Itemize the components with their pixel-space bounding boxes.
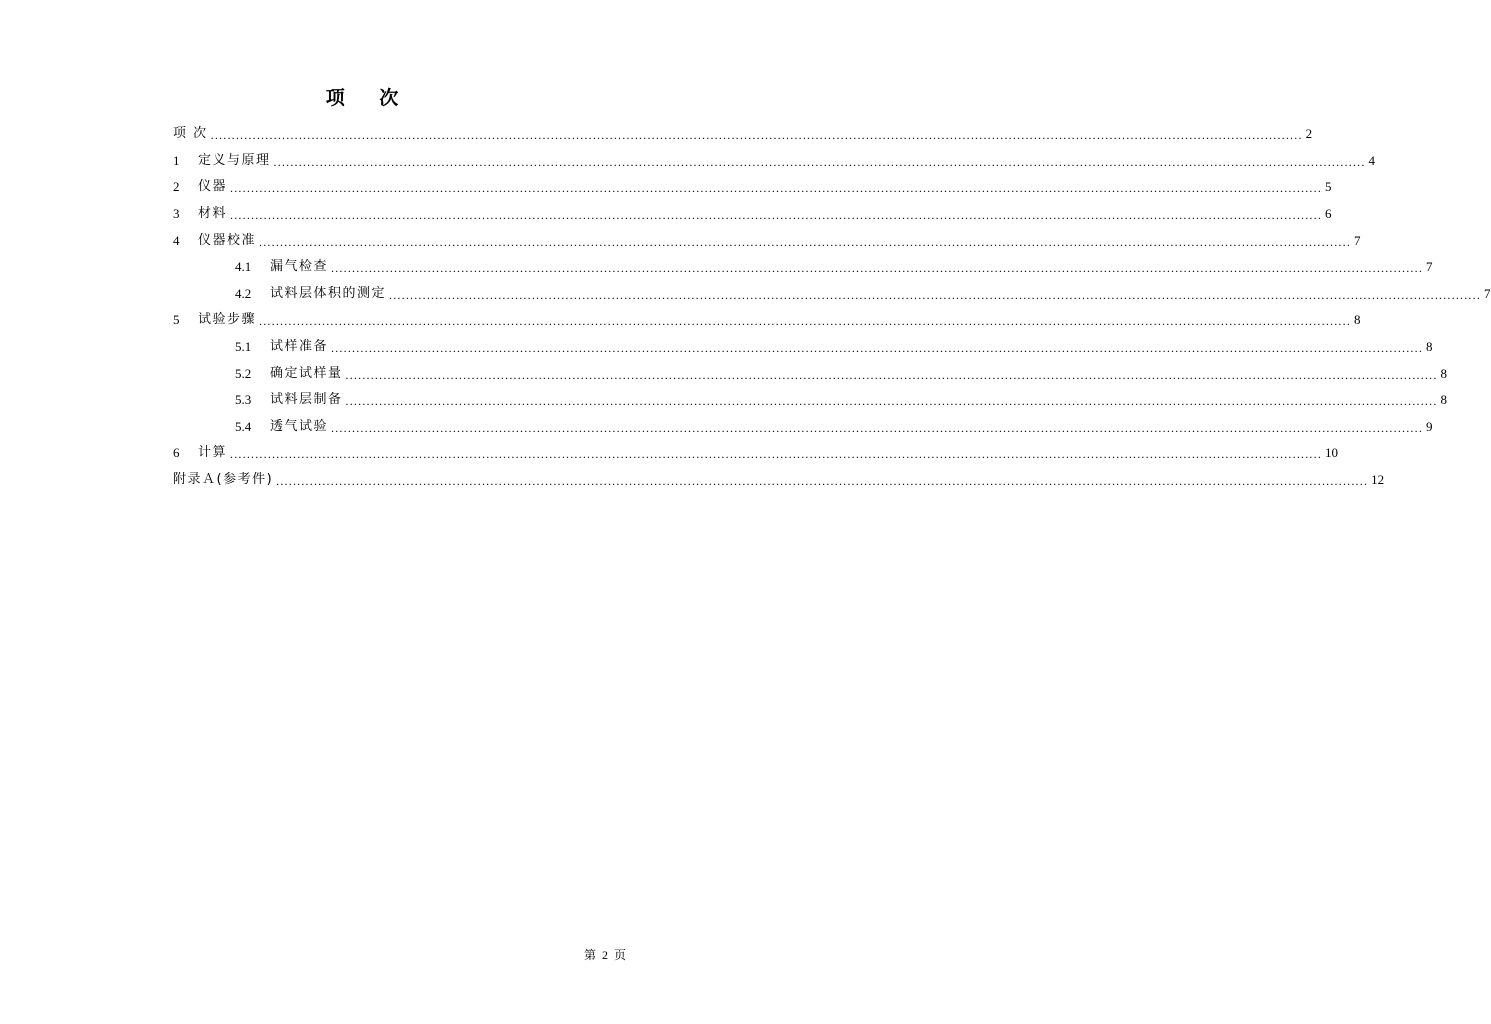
toc-dot-leader: ....................................................................................................................................................................................................................................................................	[210, 128, 1303, 143]
toc-entry-label: 仪器	[198, 179, 228, 195]
toc-entry-number: 4.2	[235, 285, 252, 301]
toc-dot-leader: ....................................................................................................................................................................................................................................................................	[345, 367, 1438, 382]
page-footer	[584, 947, 626, 963]
toc-entry-label: 试验步骤	[198, 312, 257, 328]
toc-subentry[interactable]	[173, 281, 1491, 308]
toc-entry-page: 7	[1484, 285, 1491, 301]
table-of-contents	[173, 121, 1491, 493]
toc-entry-page: 2	[1305, 126, 1313, 142]
toc-entry-number: 4.1	[235, 259, 252, 275]
toc-entry-page: 12	[1371, 472, 1385, 488]
toc-entry-page: 4	[1368, 152, 1376, 168]
toc-entry-page: 6	[1325, 206, 1332, 222]
toc-entry-number: 6	[173, 445, 180, 461]
toc-entry-label: 试样准备	[270, 339, 329, 355]
toc-title: 项 次	[325, 87, 413, 109]
toc-dot-leader: ....................................................................................................................................................................................................................................................................	[230, 181, 1323, 196]
toc-entry-label: 试料层体积的测定	[270, 285, 387, 301]
toc-entry-label: 计算	[198, 445, 228, 461]
toc-dot-leader: ....................................................................................................................................................................................................................................................................	[345, 394, 1438, 409]
toc-entry-number: 5.1	[235, 339, 252, 355]
toc-dot-leader: ....................................................................................................................................................................................................................................................................	[230, 208, 1323, 223]
toc-entry-number: 5.2	[235, 365, 252, 381]
toc-dot-leader: ....................................................................................................................................................................................................................................................................	[273, 154, 1366, 169]
toc-dot-leader: ....................................................................................................................................................................................................................................................................	[331, 261, 1424, 276]
toc-entry-page: 8	[1426, 339, 1433, 355]
toc-entry-label: 漏气检查	[270, 259, 329, 275]
toc-entry-number: 2	[173, 179, 180, 195]
toc-entry[interactable]	[173, 307, 1361, 334]
toc-subentry[interactable]	[173, 360, 1448, 387]
toc-entry-page: 10	[1325, 445, 1339, 461]
toc-entry-label: 仪器校准	[198, 232, 257, 248]
toc-entry[interactable]	[173, 174, 1332, 201]
toc-entry-page: 5	[1325, 179, 1332, 195]
footer-page-number: 2	[602, 948, 609, 962]
toc-entry-number: 5.4	[235, 418, 252, 434]
toc-entry-label: 确定试样量	[270, 365, 343, 381]
toc-dot-leader: ....................................................................................................................................................................................................................................................................	[389, 287, 1482, 302]
toc-dot-leader: ....................................................................................................................................................................................................................................................................	[259, 234, 1352, 249]
toc-entry-page: 8	[1440, 392, 1448, 408]
toc-entry[interactable]	[173, 201, 1332, 228]
toc-entry-number: 3	[173, 206, 180, 222]
toc-subentry[interactable]	[173, 414, 1433, 441]
toc-entry-page: 7	[1426, 259, 1433, 275]
toc-subentry[interactable]	[173, 254, 1433, 281]
toc-dot-leader: ....................................................................................................................................................................................................................................................................	[331, 341, 1424, 356]
footer-suffix: 页	[614, 948, 627, 962]
toc-subentry[interactable]	[173, 387, 1448, 414]
toc-entry[interactable]	[173, 121, 1313, 148]
toc-entry-page: 8	[1440, 365, 1448, 381]
toc-entry-number: 1	[173, 152, 180, 168]
toc-entry-number: 4	[173, 232, 180, 248]
toc-dot-leader: ....................................................................................................................................................................................................................................................................	[230, 447, 1323, 462]
toc-entry-number: 5.3	[235, 392, 252, 408]
toc-entry-label: 材料	[198, 206, 228, 222]
toc-entry-page: 7	[1354, 232, 1361, 248]
toc-entry[interactable]	[173, 467, 1385, 494]
toc-entry-label: 项 次	[173, 126, 208, 142]
toc-entry-page: 8	[1354, 312, 1361, 328]
toc-dot-leader: ....................................................................................................................................................................................................................................................................	[259, 314, 1352, 329]
toc-subentry[interactable]	[173, 334, 1433, 361]
toc-entry-label: 附录Ａ(参考件)	[173, 472, 274, 488]
toc-entry[interactable]	[173, 148, 1376, 175]
toc-entry[interactable]	[173, 440, 1339, 467]
toc-dot-leader: ....................................................................................................................................................................................................................................................................	[276, 474, 1369, 489]
toc-entry-label: 定义与原理	[198, 152, 271, 168]
toc-entry-label: 试料层制备	[270, 392, 343, 408]
toc-entry-page: 9	[1426, 418, 1433, 434]
toc-dot-leader: ....................................................................................................................................................................................................................................................................	[331, 420, 1424, 435]
toc-entry-label: 透气试验	[270, 418, 329, 434]
toc-entry-number: 5	[173, 312, 180, 328]
footer-prefix: 第	[584, 948, 597, 962]
toc-entry[interactable]	[173, 227, 1361, 254]
